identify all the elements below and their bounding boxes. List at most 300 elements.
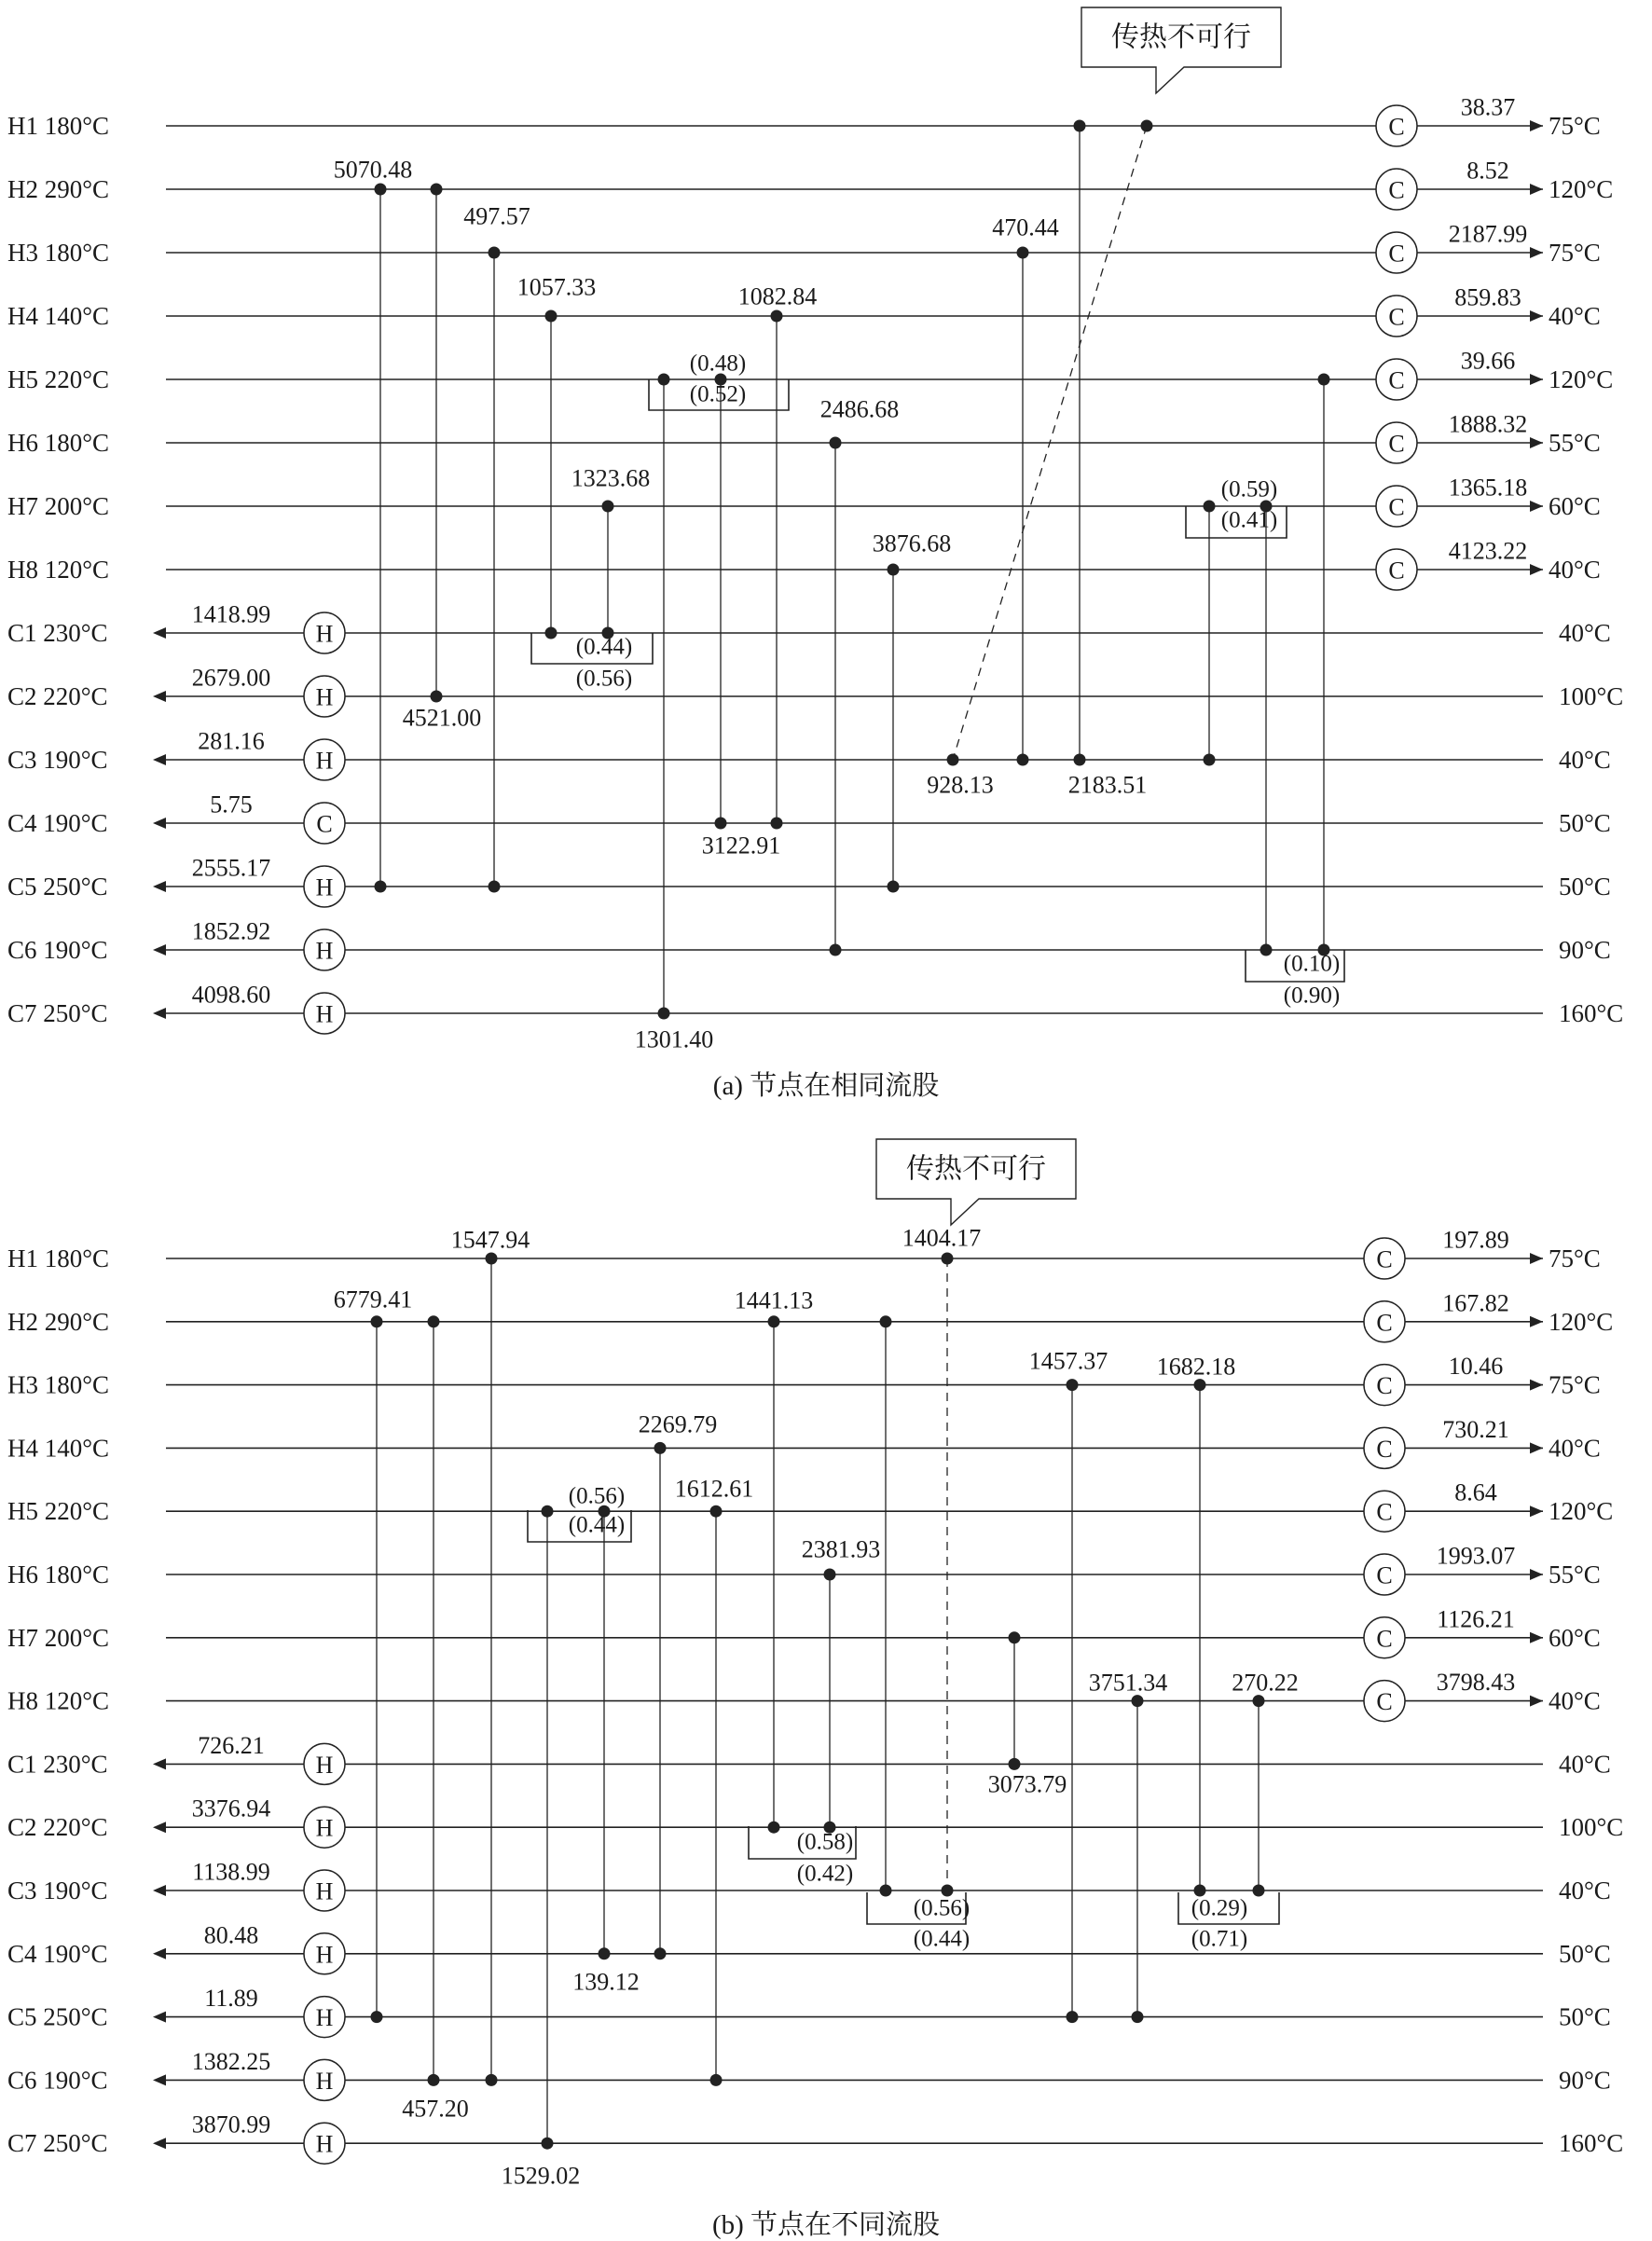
stream-label: C1 230°C	[7, 619, 108, 647]
arrow-left-icon	[153, 691, 166, 702]
split-fraction: (0.56)	[913, 1895, 971, 1921]
stream-h4	[7, 1434, 1601, 1462]
stream-label: H3 180°C	[7, 1370, 110, 1399]
utility-type: C	[1376, 1309, 1393, 1337]
cold-stream-node	[715, 818, 727, 830]
arrow-left-icon	[153, 944, 166, 956]
stream-target-temperature: 120°C	[1549, 1497, 1614, 1526]
cold-stream-node	[431, 691, 443, 703]
exchanger-duty-label: 1441.13	[734, 1286, 814, 1314]
utility-type: C	[1376, 1245, 1393, 1273]
cold-stream-node	[1067, 2011, 1079, 2023]
cold-stream-node	[1074, 754, 1086, 766]
stream-label: C5 250°C	[7, 2002, 108, 2031]
utility-duty-value: 38.37	[1460, 93, 1516, 121]
utility-h8	[1376, 538, 1527, 591]
stream-target-temperature: 100°C	[1559, 1813, 1624, 1842]
arrow-left-icon	[153, 2138, 166, 2149]
exchanger-duty-label: 2381.93	[801, 1535, 881, 1563]
arrow-left-icon	[153, 1758, 166, 1769]
stream-target-temperature: 50°C	[1559, 873, 1611, 901]
stream-label: C4 190°C	[7, 809, 108, 837]
stream-target-temperature: 55°C	[1549, 1560, 1601, 1588]
utility-type: H	[315, 937, 334, 965]
exchanger-duty-label: 497.57	[463, 202, 530, 230]
hot-stream-node	[431, 184, 443, 196]
hot-stream-node	[658, 374, 670, 386]
stream-split	[749, 1826, 856, 1887]
utility-c2	[192, 1795, 345, 1849]
utility-type: C	[1388, 240, 1405, 268]
cold-stream-node	[375, 881, 387, 893]
utility-h6	[1364, 1543, 1515, 1596]
stream-label: H7 200°C	[7, 1623, 110, 1652]
utility-type: H	[315, 1000, 334, 1028]
stream-target-temperature: 75°C	[1549, 112, 1601, 140]
exchanger-duty-label: 2486.68	[819, 395, 900, 423]
arrow-right-icon	[1530, 1380, 1543, 1391]
exchanger-match	[545, 310, 558, 639]
stream-label: C3 190°C	[7, 746, 108, 774]
utility-duty-value: 3870.99	[191, 2110, 271, 2138]
exchanger-duty-label: 1404.17	[902, 1224, 982, 1252]
stream-label: C1 230°C	[7, 1750, 108, 1779]
split-fraction: (0.29)	[1191, 1895, 1248, 1921]
arrow-left-icon	[153, 2012, 166, 2023]
utility-c3	[192, 1859, 345, 1912]
arrow-right-icon	[1530, 120, 1543, 131]
cold-stream-node	[658, 1008, 670, 1020]
stream-split	[867, 1892, 970, 1952]
arrow-right-icon	[1530, 1632, 1543, 1643]
hot-stream-node	[830, 437, 842, 449]
utility-duty-value: 2187.99	[1448, 220, 1528, 248]
stream-h6	[7, 429, 1601, 457]
stream-label: H8 120°C	[7, 556, 110, 584]
exchanger-duty-label: 3073.79	[987, 1770, 1067, 1798]
stream-h3	[7, 239, 1601, 267]
stream-target-temperature: 50°C	[1559, 809, 1611, 837]
arrow-left-icon	[153, 1822, 166, 1833]
cold-stream-node	[771, 818, 783, 830]
utility-type: H	[315, 620, 334, 648]
exchanger-duty-label: 1612.61	[674, 1475, 754, 1503]
split-fraction: (0.52)	[689, 381, 747, 407]
utility-duty-value: 4123.22	[1448, 537, 1528, 565]
split-fraction: (0.42)	[796, 1861, 854, 1887]
utility-type: C	[1388, 366, 1405, 394]
utility-h5	[1376, 348, 1515, 401]
utility-type: C	[1388, 493, 1405, 521]
hot-stream-node	[1204, 501, 1216, 513]
exchanger-duty-label: 1529.02	[501, 2162, 581, 2190]
hot-stream-node	[942, 1253, 954, 1265]
split-fraction: (0.44)	[568, 1512, 626, 1538]
utility-type: H	[315, 1941, 334, 1969]
utility-type: C	[1388, 113, 1405, 141]
cold-stream-node	[545, 627, 558, 639]
utility-type: C	[1388, 303, 1405, 331]
cold-stream-node	[542, 2138, 554, 2150]
utility-h1	[1376, 94, 1515, 147]
utility-duty-value: 5.75	[210, 791, 253, 818]
utility-c5	[192, 855, 345, 908]
hot-stream-node	[824, 1569, 836, 1581]
utility-duty-value: 1382.25	[191, 2047, 271, 2075]
split-fraction: (0.58)	[796, 1829, 854, 1855]
utility-duty-value: 4098.60	[191, 981, 271, 1009]
stream-target-temperature: 40°C	[1549, 1686, 1601, 1715]
utility-h1	[1364, 1227, 1509, 1280]
utility-type: H	[315, 1814, 334, 1842]
utility-duty-value: 10.46	[1448, 1353, 1504, 1381]
hot-stream-node	[710, 1505, 723, 1518]
utility-c4	[204, 1921, 345, 1974]
split-fraction: (0.44)	[913, 1926, 971, 1952]
stream-h7	[7, 492, 1601, 520]
hot-stream-node	[371, 1315, 383, 1327]
hot-stream-node	[1132, 1695, 1144, 1707]
exchanger-match	[710, 1505, 723, 2086]
exchanger-duty-label: 2269.79	[638, 1410, 718, 1438]
utility-h7	[1376, 474, 1527, 528]
utility-c6	[192, 918, 345, 971]
hot-stream-node	[1318, 374, 1330, 386]
hot-stream-node	[1074, 120, 1086, 132]
callout-text: 传热不可行	[906, 1153, 1046, 1185]
stream-target-temperature: 100°C	[1559, 682, 1624, 710]
stream-label: H1 180°C	[7, 112, 110, 140]
exchanger-match	[375, 184, 387, 893]
utility-duty-value: 8.64	[1454, 1478, 1497, 1506]
utility-type: C	[1376, 1561, 1393, 1589]
hot-stream-node	[375, 184, 387, 196]
utility-c1	[192, 601, 345, 654]
utility-duty-value: 730.21	[1442, 1415, 1509, 1443]
utility-c3	[198, 728, 345, 781]
exchanger-match	[371, 1315, 383, 2023]
utility-duty-value: 1852.92	[191, 917, 271, 945]
split-fraction: (0.56)	[575, 666, 633, 692]
stream-target-temperature: 75°C	[1549, 239, 1601, 267]
utility-duty-value: 1888.32	[1448, 410, 1528, 438]
utility-type: H	[315, 2004, 334, 2032]
exchanger-match	[1132, 1695, 1144, 2023]
utility-duty-value: 1365.18	[1448, 474, 1528, 502]
hot-stream-node	[768, 1315, 780, 1327]
stream-label: H8 120°C	[7, 1686, 110, 1715]
cold-stream-node	[1009, 1758, 1021, 1770]
utility-type: C	[1376, 1688, 1393, 1716]
utility-type: H	[315, 2130, 334, 2158]
callout-text: 传热不可行	[1111, 21, 1251, 53]
stream-target-temperature: 40°C	[1559, 619, 1611, 647]
stream-h3	[7, 1371, 1601, 1399]
split-fraction: (0.44)	[575, 634, 633, 660]
split-fraction: (0.90)	[1283, 983, 1341, 1009]
utility-duty-value: 80.48	[203, 1921, 259, 1949]
stream-label: C5 250°C	[7, 873, 108, 901]
stream-label: C7 250°C	[7, 999, 108, 1027]
stream-target-temperature: 40°C	[1549, 302, 1601, 330]
hot-stream-node	[880, 1315, 892, 1327]
cold-stream-node	[486, 2074, 498, 2086]
stream-target-temperature: 50°C	[1559, 2002, 1611, 2031]
panel-b	[7, 1139, 1623, 2240]
utility-duty-value: 1126.21	[1437, 1605, 1515, 1633]
stream-target-temperature: 90°C	[1559, 2066, 1611, 2095]
utility-h5	[1364, 1479, 1497, 1533]
stream-label: C2 220°C	[7, 682, 108, 710]
utility-h2	[1376, 158, 1509, 211]
split-fraction: (0.41)	[1220, 507, 1278, 533]
stream-target-temperature: 160°C	[1559, 999, 1624, 1027]
cold-stream-node	[1253, 1885, 1265, 1897]
cold-stream-node	[1132, 2011, 1144, 2023]
exchanger-duty-label: 1082.84	[737, 282, 818, 310]
stream-target-temperature: 40°C	[1549, 556, 1601, 584]
stream-label: H5 220°C	[7, 1497, 110, 1526]
cold-stream-node	[710, 2074, 723, 2086]
utility-type: C	[1376, 1435, 1393, 1463]
utility-duty-value: 1993.07	[1436, 1542, 1516, 1570]
cold-stream-node	[888, 881, 900, 893]
arrow-right-icon	[1530, 564, 1543, 575]
utility-duty-value: 726.21	[198, 1731, 265, 1759]
utility-c1	[198, 1732, 345, 1785]
hot-stream-node	[602, 501, 614, 513]
hot-stream-node	[489, 247, 501, 259]
utility-type: H	[315, 747, 334, 775]
cold-stream-node	[880, 1885, 892, 1897]
infeasible-callout	[876, 1139, 1076, 1225]
arrow-left-icon	[153, 2074, 166, 2085]
stream-h8	[7, 556, 1601, 584]
cold-stream-node	[654, 1947, 667, 1959]
stream-target-temperature: 40°C	[1559, 1750, 1611, 1779]
stream-h2	[7, 175, 1613, 203]
stream-label: C3 190°C	[7, 1877, 108, 1904]
arrow-left-icon	[153, 754, 166, 765]
exchanger-match	[880, 1315, 892, 1896]
stream-target-temperature: 120°C	[1549, 1307, 1614, 1336]
utility-h4	[1364, 1416, 1509, 1469]
utility-duty-value: 39.66	[1460, 347, 1516, 375]
exchanger-match	[599, 1505, 611, 1960]
cold-stream-node	[830, 944, 842, 956]
split-fraction: (0.71)	[1191, 1926, 1248, 1952]
utility-duty-value: 281.16	[198, 727, 265, 755]
split-fraction: (0.10)	[1283, 951, 1341, 977]
exchanger-duty-label: 4521.00	[402, 704, 482, 732]
utility-c5	[204, 1985, 345, 2038]
utility-h7	[1364, 1605, 1515, 1658]
exchanger-match	[715, 374, 727, 830]
arrow-right-icon	[1530, 1442, 1543, 1453]
stream-target-temperature: 55°C	[1549, 429, 1601, 457]
utility-type: C	[1376, 1625, 1393, 1653]
cold-stream-node	[768, 1822, 780, 1834]
stream-h1	[7, 112, 1601, 140]
stream-label: H6 180°C	[7, 1560, 110, 1588]
stream-target-temperature: 60°C	[1549, 1623, 1601, 1652]
hot-stream-node	[428, 1315, 440, 1327]
utility-duty-value: 3798.43	[1436, 1669, 1516, 1697]
stream-target-temperature: 40°C	[1549, 1434, 1601, 1463]
split-fraction: (0.56)	[568, 1483, 626, 1509]
exchanger-duty-label: 3751.34	[1088, 1669, 1168, 1697]
stream-label: H1 180°C	[7, 1244, 110, 1272]
cold-stream-node	[1260, 944, 1273, 956]
utility-h3	[1376, 221, 1527, 274]
stream-target-temperature: 60°C	[1549, 492, 1601, 520]
panel-a	[7, 7, 1623, 1101]
utility-duty-value: 859.83	[1454, 283, 1521, 311]
arrow-right-icon	[1530, 310, 1543, 322]
utility-type: C	[1376, 1498, 1393, 1526]
hot-stream-node	[771, 310, 783, 323]
utility-h3	[1364, 1353, 1503, 1406]
utility-c7	[192, 2111, 345, 2165]
cold-stream-node	[1204, 754, 1216, 766]
utility-type: H	[315, 2067, 334, 2095]
cold-stream-node	[489, 881, 501, 893]
utility-duty-value: 8.52	[1466, 157, 1509, 185]
utility-type: H	[315, 873, 334, 901]
stream-target-temperature: 50°C	[1559, 1939, 1611, 1968]
utility-type: C	[1376, 1372, 1393, 1400]
arrow-right-icon	[1530, 1253, 1543, 1264]
cold-stream-node	[947, 754, 959, 766]
arrow-right-icon	[1530, 501, 1543, 512]
stream-target-temperature: 90°C	[1559, 936, 1611, 964]
utility-duty-value: 197.89	[1442, 1226, 1509, 1254]
hot-stream-node	[542, 1505, 554, 1518]
arrow-right-icon	[1530, 1696, 1543, 1707]
stream-target-temperature: 120°C	[1549, 175, 1614, 203]
hot-stream-node	[486, 1253, 498, 1265]
arrow-left-icon	[153, 1885, 166, 1896]
utility-type: H	[315, 683, 334, 711]
stream-target-temperature: 75°C	[1549, 1370, 1601, 1399]
stream-target-temperature: 40°C	[1559, 1877, 1611, 1904]
stream-label: C7 250°C	[7, 2129, 108, 2158]
stream-target-temperature: 160°C	[1559, 2129, 1624, 2158]
stream-h5	[7, 365, 1613, 393]
utility-type: C	[1388, 176, 1405, 204]
utility-duty-value: 2555.17	[191, 854, 271, 882]
split-fraction: (0.48)	[689, 351, 747, 377]
utility-type: C	[1388, 557, 1405, 584]
exchanger-duty-label: 928.13	[927, 771, 994, 799]
exchanger-duty-label: 6779.41	[333, 1285, 413, 1313]
hot-stream-node	[545, 310, 558, 323]
exchanger-match	[1253, 1695, 1265, 1896]
cold-stream-node	[428, 2074, 440, 2086]
stream-label: C6 190°C	[7, 2066, 108, 2095]
stream-label: H7 200°C	[7, 492, 110, 520]
arrow-left-icon	[153, 627, 166, 639]
split-fraction: (0.59)	[1220, 476, 1278, 502]
hot-stream-node	[1067, 1379, 1079, 1391]
utility-type: C	[1388, 430, 1405, 458]
hot-stream-node	[1253, 1695, 1265, 1707]
exchanger-duty-label: 1547.94	[450, 1226, 530, 1254]
stream-split	[1246, 950, 1344, 1009]
arrow-right-icon	[1530, 184, 1543, 195]
stream-label: H6 180°C	[7, 429, 110, 457]
exchanger-duty-label: 2183.51	[1067, 771, 1148, 799]
exchanger-duty-label: 270.22	[1232, 1669, 1299, 1697]
exchanger-match	[1260, 501, 1273, 956]
exchanger-duty-label: 457.20	[402, 2095, 469, 2123]
exchanger-duty-label: 1457.37	[1028, 1347, 1108, 1375]
stream-target-temperature: 40°C	[1559, 746, 1611, 774]
utility-duty-value: 2679.00	[191, 664, 271, 692]
exchanger-duty-label: 5070.48	[333, 156, 413, 184]
arrow-left-icon	[153, 881, 166, 892]
arrow-right-icon	[1530, 247, 1543, 258]
utility-c6	[192, 2048, 345, 2101]
stream-h7	[7, 1624, 1601, 1652]
panel-caption: (b) 节点在不同流股	[711, 2210, 941, 2240]
utility-duty-value: 3376.94	[191, 1794, 271, 1822]
stream-h1	[7, 1244, 1601, 1272]
stream-split	[1178, 1892, 1279, 1952]
stream-label: H5 220°C	[7, 365, 110, 393]
utility-duty-value: 11.89	[204, 1985, 258, 2013]
panel-caption: (a) 节点在相同流股	[712, 1071, 940, 1101]
utility-duty-value: 1138.99	[192, 1858, 270, 1886]
stream-target-temperature: 120°C	[1549, 365, 1614, 393]
arrow-right-icon	[1530, 1569, 1543, 1580]
stream-label: H3 180°C	[7, 239, 110, 267]
stream-label: C2 220°C	[7, 1813, 108, 1842]
cold-stream-node	[599, 1947, 611, 1959]
stream-label: C6 190°C	[7, 936, 108, 964]
hot-stream-node	[1194, 1379, 1206, 1391]
arrow-right-icon	[1530, 1505, 1543, 1517]
exchanger-duty-label: 1301.40	[634, 1025, 714, 1053]
hot-stream-node	[1009, 1631, 1021, 1643]
exchanger-match	[1318, 374, 1330, 956]
arrow-right-icon	[1530, 374, 1543, 385]
exchanger-duty-label: 1323.68	[571, 464, 651, 492]
arrow-right-icon	[1530, 437, 1543, 448]
hot-stream-node	[654, 1442, 667, 1454]
utility-h8	[1364, 1669, 1515, 1722]
arrow-left-icon	[153, 818, 166, 829]
cold-stream-node	[371, 2011, 383, 2023]
stream-label: H4 140°C	[7, 1434, 110, 1463]
utility-c7	[192, 982, 345, 1035]
stream-target-temperature: 75°C	[1549, 1244, 1601, 1272]
stream-split	[531, 633, 653, 692]
exchanger-duty-label: 3122.91	[701, 832, 781, 859]
cold-stream-node	[1017, 754, 1029, 766]
hot-stream-node	[1017, 247, 1029, 259]
utility-type: C	[316, 810, 333, 838]
hot-stream-node	[888, 564, 900, 576]
stream-h8	[7, 1687, 1601, 1715]
exchanger-duty-label: 1057.33	[516, 273, 597, 301]
utility-type: H	[315, 1751, 334, 1779]
exchanger-duty-label: 1682.18	[1156, 1353, 1236, 1381]
utility-h6	[1376, 411, 1527, 464]
stream-label: H2 290°C	[7, 175, 110, 203]
utility-h2	[1364, 1289, 1509, 1342]
stream-label: H2 290°C	[7, 1307, 110, 1336]
